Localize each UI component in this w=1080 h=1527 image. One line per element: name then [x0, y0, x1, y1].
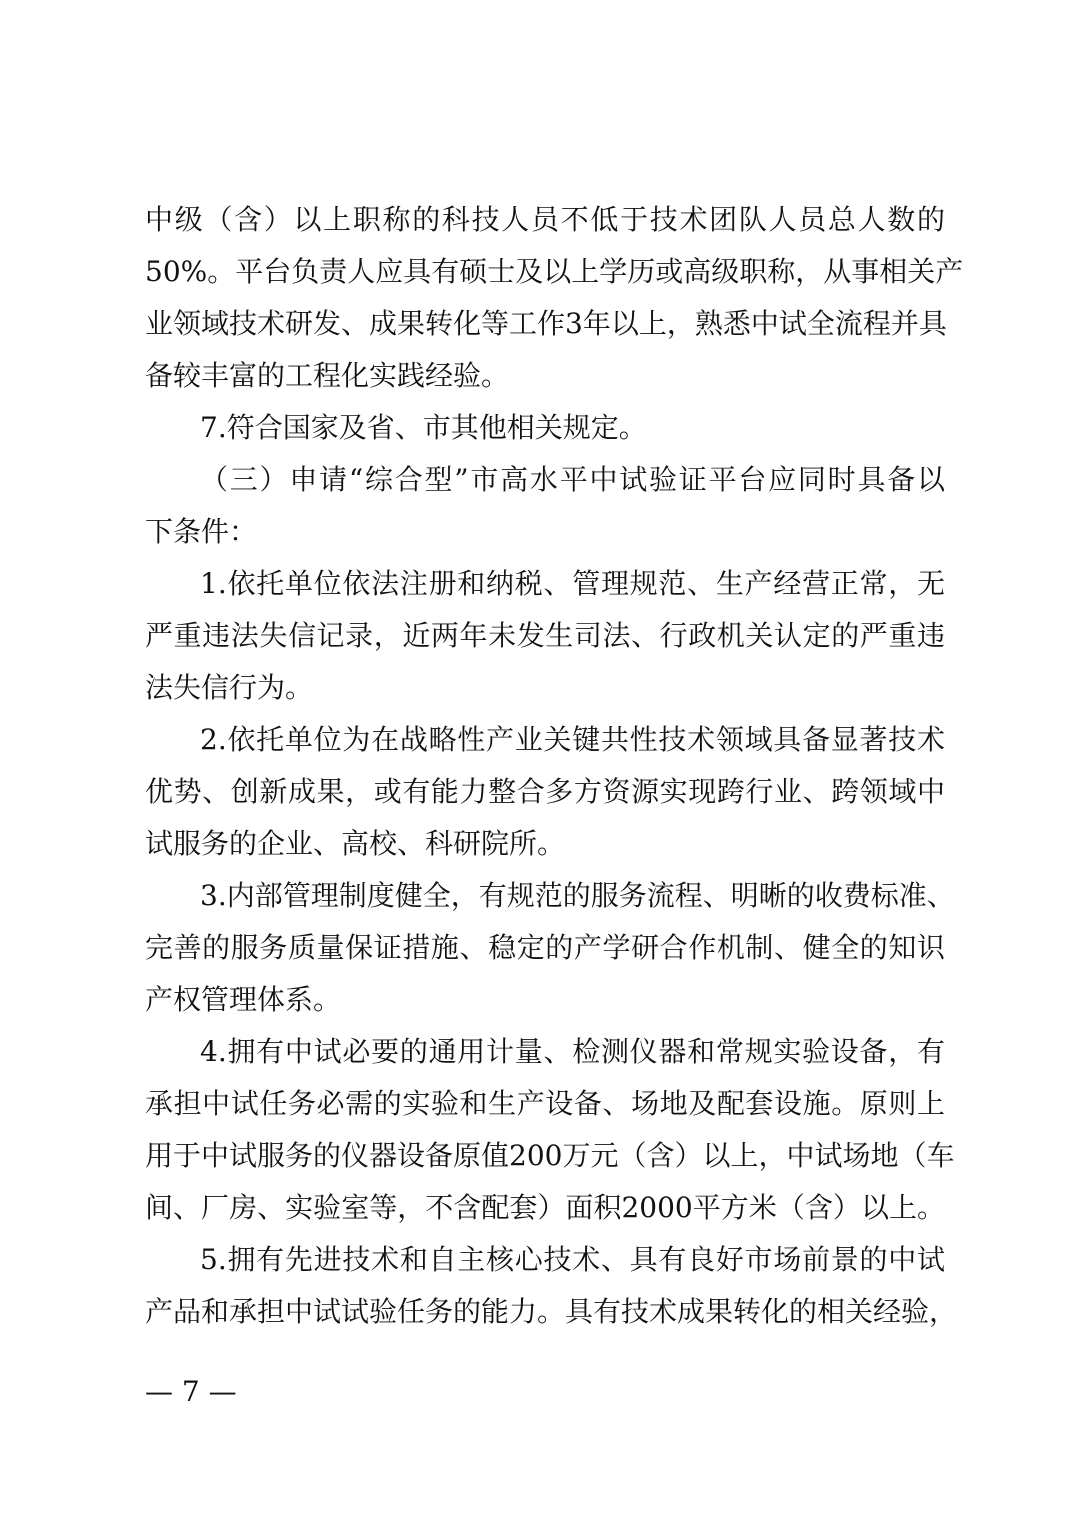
- text-line: 备较丰富的工程化实践经验。: [145, 359, 510, 392]
- text-line: 产品和承担中试试验任务的能力。具有技术成果转化的相关经验，: [145, 1295, 958, 1328]
- text-line: 法失信行为。: [145, 671, 314, 704]
- text-line: 3.内部管理制度健全，有规范的服务流程、明晰的收费标准、: [200, 879, 955, 912]
- text-line: 50%。平台负责人应具有硕士及以上学历或高级职称，从事相关产: [145, 255, 964, 288]
- text-line: 4.拥有中试必要的通用计量、检测仪器和常规实验设备，有: [200, 1035, 945, 1068]
- text-line: 5.拥有先进技术和自主核心技术、具有良好市场前景的中试: [200, 1243, 945, 1276]
- section-heading: 下条件：: [145, 515, 258, 548]
- text-line: 1.依托单位依法注册和纳税、管理规范、生产经营正常，无: [200, 567, 945, 600]
- text-line: 业领域技术研发、成果转化等工作3年以上，熟悉中试全流程并具: [145, 307, 947, 340]
- text-line: 2.依托单位为在战略性产业关键共性技术领域具备显著技术: [200, 723, 945, 756]
- text-line: 试服务的企业、高校、科研院所。: [145, 827, 566, 860]
- page-number: — 7 —: [145, 1375, 237, 1408]
- text-line: 中级（含）以上职称的科技人员不低于技术团队人员总人数的: [145, 203, 945, 236]
- text-line: 优势、创新成果，或有能力整合多方资源实现跨行业、跨领域中: [145, 775, 945, 808]
- text-line: 完善的服务质量保证措施、稳定的产学研合作机制、健全的知识: [145, 931, 945, 964]
- text-line: 承担中试任务必需的实验和生产设备、场地及配套设施。原则上: [145, 1087, 945, 1120]
- text-line: 用于中试服务的仪器设备原值200万元（含）以上，中试场地（车: [145, 1139, 955, 1172]
- text-line: 产权管理体系。: [145, 983, 342, 1016]
- section-heading: （三）申请“综合型”市高水平中试验证平台应同时具备以: [200, 463, 945, 496]
- text-line: 间、厂房、实验室等，不含配套）面积2000平方米（含）以上。: [145, 1191, 945, 1224]
- text-line: 严重违法失信记录，近两年未发生司法、行政机关认定的严重违: [145, 619, 945, 652]
- text-line: 7.符合国家及省、市其他相关规定。: [200, 411, 647, 444]
